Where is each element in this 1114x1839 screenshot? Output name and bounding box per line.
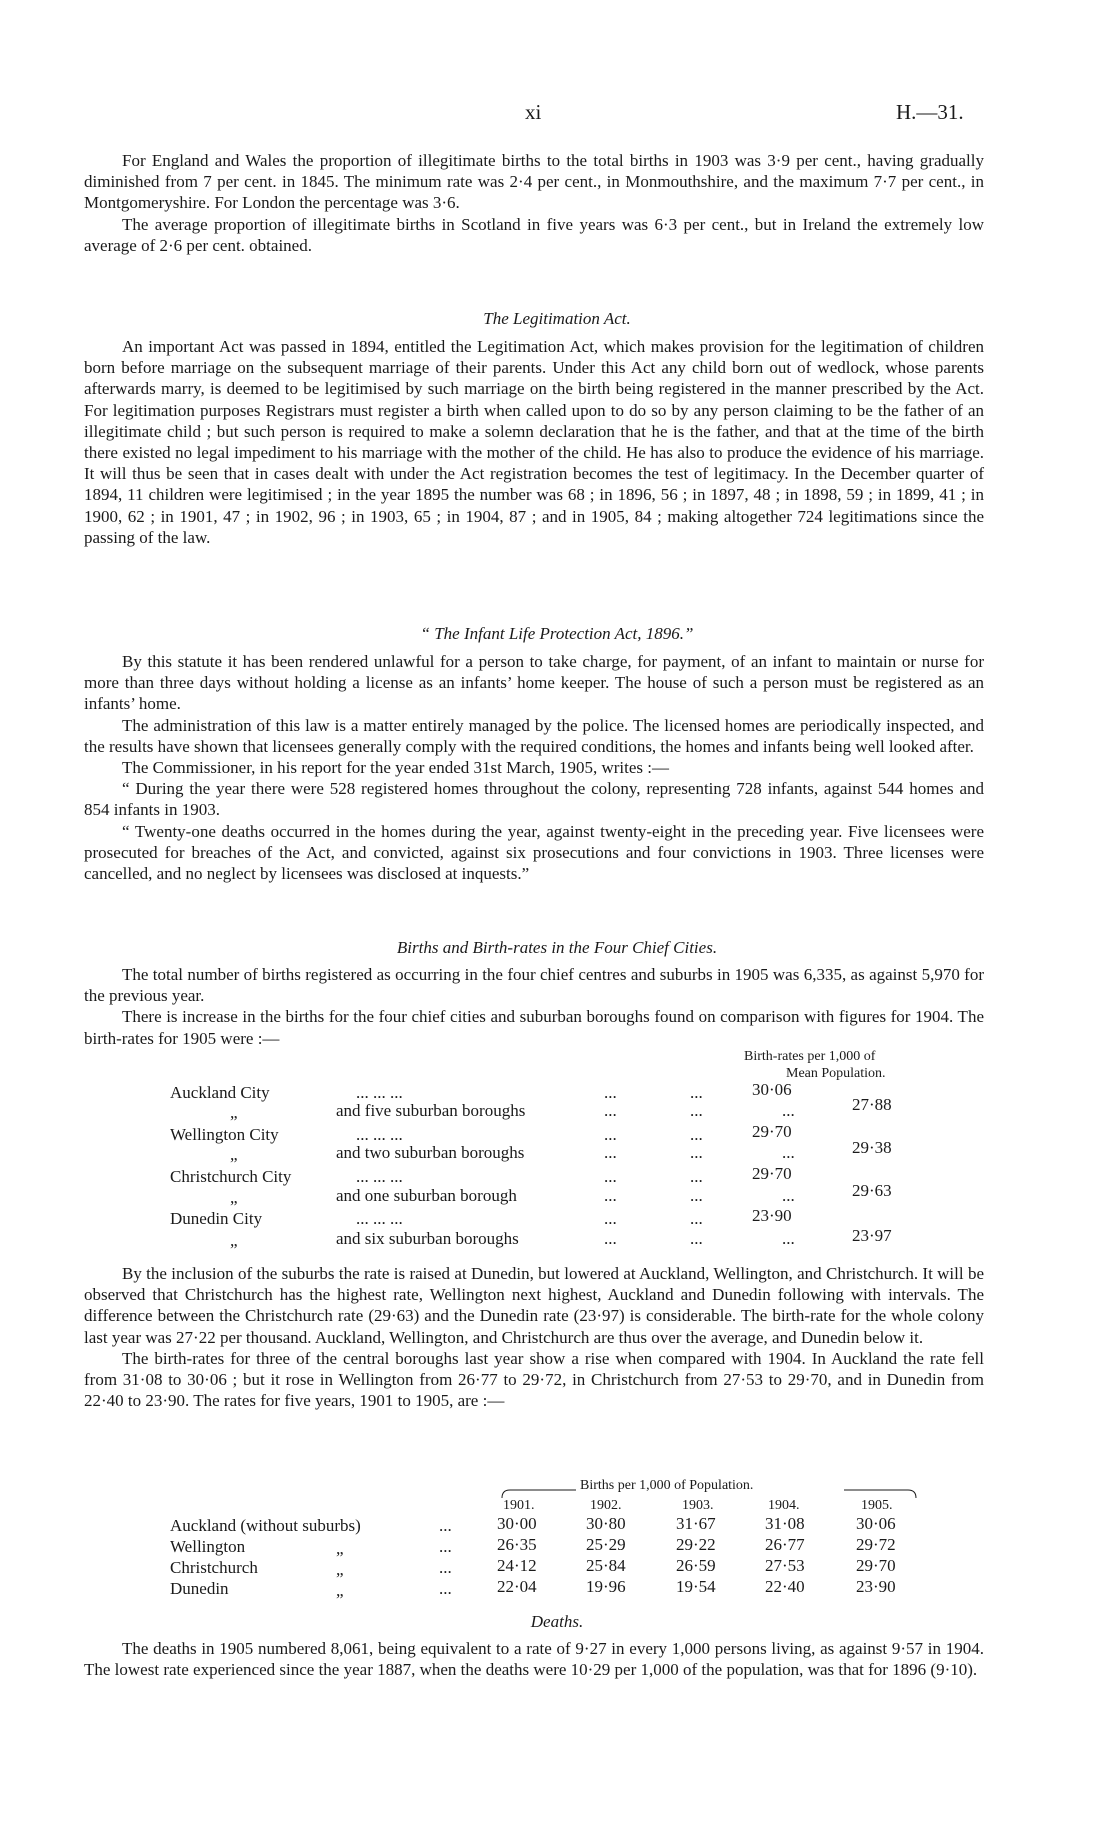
table-cell-value: 30·80 xyxy=(586,1514,626,1533)
births-paragraph-total: The total number of births registered as occurring in the four chief centres and suburbs in 1905 was 6,335, as against 5,970 for the previous year. xyxy=(84,965,984,1006)
table-cell-value: 19·96 xyxy=(586,1577,626,1596)
table-row-dots: ... xyxy=(690,1167,703,1186)
deaths-heading: Deaths. xyxy=(530,1612,584,1631)
table-row-label: and one suburban borough xyxy=(336,1186,517,1205)
table-row-dots: ... xyxy=(439,1516,452,1535)
table-row-dots: ... xyxy=(439,1579,452,1598)
table-row-dots: ... xyxy=(604,1101,617,1120)
intro-paragraph-scotland: The average proportion of illegitimate births in Scotland in five years was 6·3 per cent., but in Ireland the extremely low average of 2·6 per cent. obtained. xyxy=(84,214,984,255)
table-row-suburb-rate: 29·38 xyxy=(852,1138,892,1157)
table-row-dots: ... xyxy=(604,1125,617,1144)
table-row-suburb-rate: 27·88 xyxy=(852,1095,892,1114)
legitimation-section xyxy=(84,336,984,548)
table-row-dots: ... xyxy=(690,1083,703,1102)
table-row-dots: ... ... ... xyxy=(356,1167,403,1186)
table-row-city-rate: 30·06 xyxy=(752,1080,792,1099)
table-row-dots: ... xyxy=(690,1209,703,1228)
table-cell-value: 25·84 xyxy=(586,1556,626,1575)
table-row-dots: ... xyxy=(690,1229,703,1248)
infant-paragraph-registered-homes: “ During the year there were 528 registered homes throughout the colony, representing 728 infants, against 544 homes and 854 infants in 1903. xyxy=(84,779,984,820)
table-cell-value: 22·40 xyxy=(765,1577,805,1596)
table-row-ditto: „ xyxy=(230,1103,238,1122)
infant-act-heading: “ The Infant Life Protection Act, 1896.” xyxy=(420,624,694,643)
year-header: 1904. xyxy=(768,1498,800,1513)
year-header: 1902. xyxy=(590,1498,622,1513)
table-row-label: Auckland (without suburbs) xyxy=(170,1516,361,1535)
table-row-dots: ... xyxy=(604,1209,617,1228)
table-cell-value: 30·06 xyxy=(856,1514,896,1533)
births-commentary-section xyxy=(84,1263,984,1411)
births-heading: Births and Birth-rates in the Four Chief Cities. xyxy=(396,938,718,957)
table-cell-value: 31·67 xyxy=(676,1514,716,1533)
table-cell-value: 23·90 xyxy=(856,1577,896,1596)
table-row-label: Christchurch City xyxy=(170,1167,292,1186)
table-row-dots: ... xyxy=(690,1125,703,1144)
table-cell-value: 25·29 xyxy=(586,1535,626,1554)
infant-paragraph-statute: By this statute it has been rendered unlawful for a person to take charge, for payment, of an infant to maintain or nurse for more than three days without holding a license as an infants’ home keeper. The house of such a person must be registered as an infants’ home. xyxy=(84,652,984,714)
table-row-city-rate: 23·90 xyxy=(752,1206,792,1225)
table-row-dots: ... xyxy=(782,1186,795,1205)
table-row-ditto: „ xyxy=(336,1539,344,1558)
table-row-dots: ... xyxy=(604,1229,617,1248)
table-cell-value: 26·77 xyxy=(765,1535,805,1554)
legitimation-heading: The Legitimation Act. xyxy=(483,309,631,328)
table-row-ditto: „ xyxy=(336,1581,344,1600)
table-row-label: Wellington xyxy=(170,1537,246,1556)
infant-paragraph-commissioner: The Commissioner, in his report for the year ended 31st March, 1905, writes :— xyxy=(122,758,669,778)
table-row-suburb-rate: 29·63 xyxy=(852,1181,892,1200)
table-row-dots: ... xyxy=(782,1229,795,1248)
table-row-dots: ... xyxy=(439,1537,452,1556)
page-number: xi xyxy=(525,100,542,124)
table-cell-value: 22·04 xyxy=(497,1577,537,1596)
document-code: H.—31. xyxy=(896,100,964,124)
table-row-dots: ... ... ... xyxy=(356,1125,403,1144)
legitimation-paragraph: An important Act was passed in 1894, entitled the Legitimation Act, which makes provision for the legitimation of children born before marriage on the subsequent marriage of their parents. Under this Act any child born out of wedlock, whose parents afterwards marry, is deemed to be legitimised by such marriage on the birth being registered in the manner prescribed by the Act. For legitimation purposes Registrars must register a birth when called upon to do so by any person claiming to be the father of an illegitimate child ; but such person is required to make a solemn declaration that he is the father, and that at the time of the birth there existed no legal impediment to his marriage with the mother of the child. He has also to produce the evidence of his marriage. It will thus be seen that in cases dealt with under the Act registration becomes the test of legitimacy. In the December quarter of 1894, 11 children were legitimised ; in the year 1895 the number was 68 ; in 1896, 56 ; in 1897, 48 ; in 1898, 59 ; in 1899, 41 ; in 1900, 62 ; in 1901, 47 ; in 1902, 96 ; in 1903, 65 ; in 1904, 87 ; and in 1905, 84 ; making altogether 724 legitimations since the passing of the law. xyxy=(84,337,984,547)
table-row-dots: ... xyxy=(782,1101,795,1120)
table-cell-value: 26·59 xyxy=(676,1556,716,1575)
year-header: 1905. xyxy=(861,1498,893,1513)
table-cell-value: 24·12 xyxy=(497,1556,537,1575)
infant-act-section xyxy=(84,651,984,884)
table-cell-value: 29·22 xyxy=(676,1535,716,1554)
table-row-dots: ... ... ... xyxy=(356,1083,403,1102)
infant-paragraph-administration: The administration of this law is a matter entirely managed by the police. The licensed homes are periodically inspected, and the results have shown that licensees generally comply with the required conditions, the homes and infants being well looked after. xyxy=(84,715,984,756)
table-cell-value: 29·72 xyxy=(856,1535,896,1554)
table-header-line-2: Mean Population. xyxy=(786,1066,886,1081)
table-row-city-rate: 29·70 xyxy=(752,1122,792,1141)
births-intro-section xyxy=(84,964,984,1049)
table-row-ditto: „ xyxy=(230,1231,238,1250)
table-row-label: and five suburban boroughs xyxy=(336,1101,526,1120)
table-row-city-rate: 29·70 xyxy=(752,1164,792,1183)
table-cell-value: 31·08 xyxy=(765,1514,805,1533)
deaths-paragraph: The deaths in 1905 numbered 8,061, being equivalent to a rate of 9·27 in every 1,000 persons living, as against 9·57 in 1904. The lowest rate experienced since the year 1887, when the deaths were 10·29 per 1,000 of the population, was that for 1896 (9·10). xyxy=(84,1639,984,1680)
table-row-dots: ... xyxy=(604,1186,617,1205)
year-header: 1903. xyxy=(682,1498,714,1513)
table-cell-value: 29·70 xyxy=(856,1556,896,1575)
births-paragraph-five-years: The birth-rates for three of the central boroughs last year show a rise when compared with 1904. In Auckland the rate fell from 31·08 to 30·06 ; but it rose in Wellington from 26·77 to 29·72, in Christchurch from 27·53 to 29·70, and in Dunedin from 22·40 to 23·90. The rates for five years, 1901 to 1905, are :— xyxy=(84,1348,984,1411)
intro-paragraph-england: For England and Wales the proportion of illegitimate births to the total births in 1903 was 3·9 per cent., having gradually diminished from 7 per cent. in 1845. The minimum rate was 2·4 per cent., in Monmouthshire, and the maximum 7·7 per cent., in Montgomeryshire. For London the percentage was 3·6. xyxy=(84,151,984,213)
births-paragraph-increase: There is increase in the births for the four chief cities and suburban boroughs found on comparison with figures for 1904. The birth-rates for 1905 were :— xyxy=(84,1007,984,1048)
table-row-label: Auckland City xyxy=(170,1083,270,1102)
table-row-dots: ... xyxy=(690,1143,703,1162)
deaths-section xyxy=(84,1638,984,1680)
table-row-ditto: „ xyxy=(230,1145,238,1164)
table-cell-value: 19·54 xyxy=(676,1577,716,1596)
table-row-dots: ... xyxy=(690,1186,703,1205)
table-cell-value: 27·53 xyxy=(765,1556,805,1575)
births-paragraph-suburbs: By the inclusion of the suburbs the rate is raised at Dunedin, but lowered at Auckland, Wellington, and Christchurch. It will be observed that Christchurch has the highest rate, Wellington next highest, Auckland and Dunedin following with intervals. The difference between the Christchurch rate (29·63) and the Dunedin rate (23·97) is considerable. The birth-rate for the whole colony last year was 27·22 per thousand. Auckland, Wellington, and Christchurch are thus over the average, and Dunedin below it. xyxy=(84,1264,984,1347)
table-cell-value: 30·00 xyxy=(497,1514,537,1533)
group-header-label: Births per 1,000 of Population. xyxy=(580,1478,754,1493)
table-row-dots: ... xyxy=(604,1143,617,1162)
table-row-label: Christchurch xyxy=(170,1558,258,1577)
table-row-label: Dunedin xyxy=(170,1579,229,1598)
table-header-line-1: Birth-rates per 1,000 of xyxy=(744,1049,876,1064)
table-row-dots: ... xyxy=(439,1558,452,1577)
table-row-label: and six suburban boroughs xyxy=(336,1229,519,1248)
table-row-dots: ... ... ... xyxy=(356,1209,403,1228)
table-row-ditto: „ xyxy=(230,1188,238,1207)
table-row-dots: ... xyxy=(604,1083,617,1102)
table-row-ditto: „ xyxy=(336,1560,344,1579)
table-row-label: Dunedin City xyxy=(170,1209,263,1228)
intro-section xyxy=(84,150,984,256)
infant-paragraph-deaths: “ Twenty-one deaths occurred in the homes during the year, against twenty-eight in the preceding year. Five licensees were prosecuted for breaches of the Act, and convicted, against six prosecutions and four convictions in 1903. Three licenses were cancelled, and no neglect by licensees was disclosed at inquests.” xyxy=(84,821,984,884)
table-row-label: and two suburban boroughs xyxy=(336,1143,525,1162)
table-row-dots: ... xyxy=(604,1167,617,1186)
table-row-label: Wellington City xyxy=(170,1125,279,1144)
table-cell-value: 26·35 xyxy=(497,1535,537,1554)
table-row-dots: ... xyxy=(782,1143,795,1162)
table-row-suburb-rate: 23·97 xyxy=(852,1226,892,1245)
table-row-dots: ... xyxy=(690,1101,703,1120)
year-header: 1901. xyxy=(503,1498,535,1513)
